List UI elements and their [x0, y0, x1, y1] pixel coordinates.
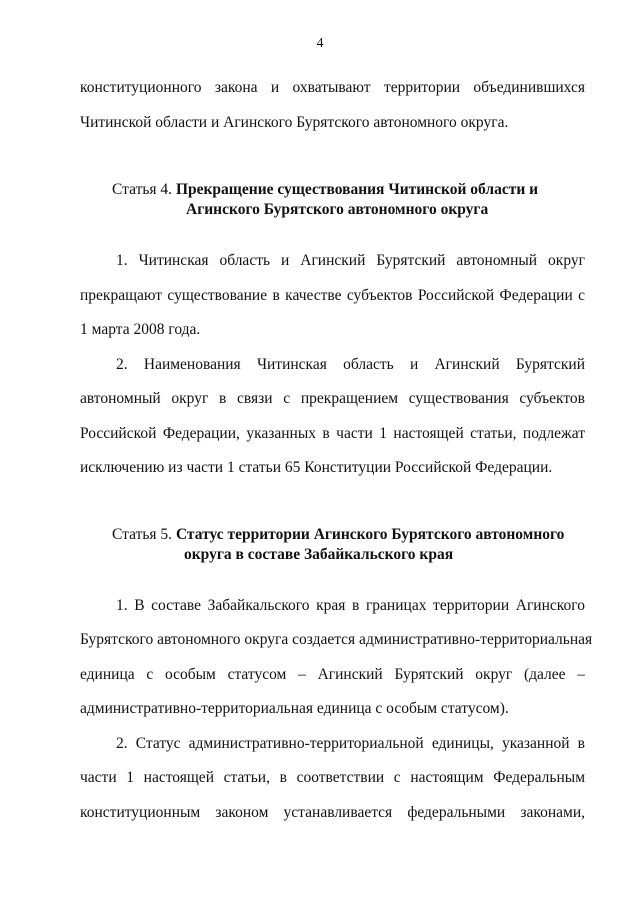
text-line: части 1 настоящей статьи, в соответствии с настоящим Федеральным — [80, 769, 585, 786]
text-line: прекращают существование в качестве субъектов Российской Федерации с — [80, 287, 585, 304]
article-5-heading — [112, 525, 564, 545]
article-4-heading — [112, 180, 538, 200]
text-line: административно-территориальная единица с особым статусом). — [80, 700, 509, 717]
article-5-title-line2: округа в составе Забайкальского края — [184, 546, 454, 563]
text-line: конституционного закона и охватывают территории объединившихся — [80, 79, 585, 96]
text-line: Бурятского автономного округа создается административно-территориальная — [80, 631, 593, 648]
text-line: автономный округ в связи с прекращением существования субъектов — [80, 390, 585, 407]
text-line: Российской Федерации, указанных в части 1 настоящей статьи, подлежат — [80, 425, 585, 442]
text-line: 1. Читинская область и Агинский Бурятский автономный округ — [116, 252, 585, 269]
article-4-title-line1: Прекращение существования Читинской области и — [175, 181, 539, 198]
text-line: конституционным законом устанавливается федеральными законами, — [80, 804, 585, 821]
text-line: Читинской области и Агинского Бурятского автономного округа. — [80, 114, 509, 131]
page-number: 4 — [316, 36, 324, 51]
article-5-title-line1: Статус территории Агинского Бурятского автономного — [175, 526, 565, 543]
text-line: исключению из части 1 статьи 65 Конституции Российской Федерации. — [80, 459, 553, 476]
text-line: 1 марта 2008 года. — [80, 321, 201, 338]
article-4-title-line2: Агинского Бурятского автономного округа — [186, 201, 489, 218]
text-line: 2. Статус административно-территориальной единицы, указанной в — [116, 735, 585, 752]
article-4-label: Статья 4. — [112, 181, 173, 198]
text-line: 2. Наименования Читинская область и Агинский Бурятский — [116, 356, 585, 373]
text-line: единица с особым статусом – Агинский Бурятский округ (далее – — [80, 666, 585, 683]
text-line: 1. В составе Забайкальского края в границах территории Агинского — [116, 597, 585, 614]
article-5-label: Статья 5. — [112, 526, 173, 543]
